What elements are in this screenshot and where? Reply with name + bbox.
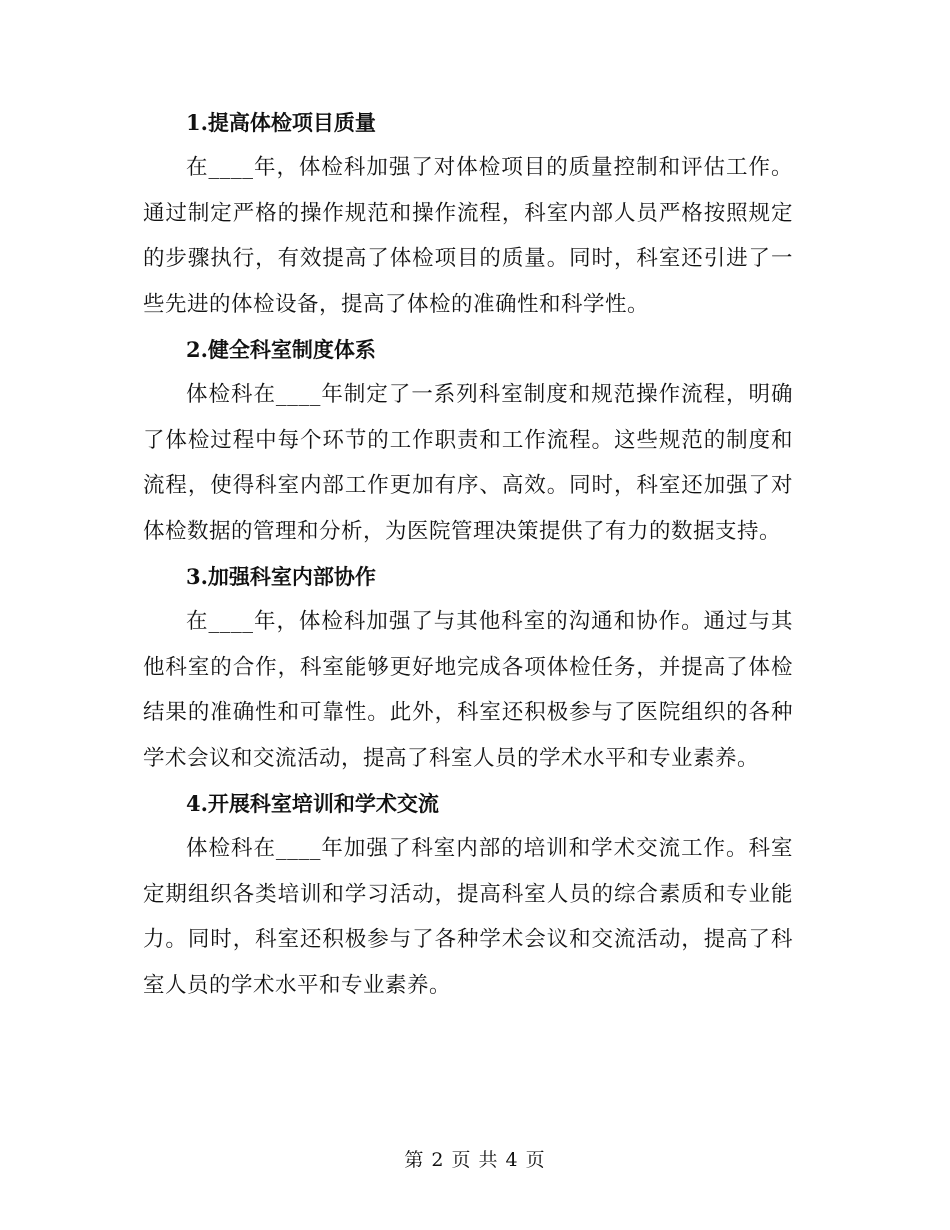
section-paragraph: 体检科在____年加强了科室内部的培训和学术交流工作。科室定期组织各类培训和学习活动，提高科室人员的综合素质和专业能力。同时，科室还积极参与了各种学术会议和交流活动，提高了科室人员的学术水平和专业素养。 <box>143 836 793 998</box>
section-heading: 4.开展科室培训和学术交流 <box>186 791 439 816</box>
section-heading: 2.健全科室制度体系 <box>186 337 376 362</box>
page-number-footer: 第 2 页 共 4 页 <box>404 1149 546 1171</box>
section-heading: 1.提高体检项目质量 <box>186 110 376 135</box>
section-paragraph: 在____年，体检科加强了与其他科室的沟通和协作。通过与其他科室的合作，科室能够更好地完成各项体检任务，并提高了体检结果的准确性和可靠性。此外，科室还积极参与了医院组织的各种学术会议和交流活动，提高了科室人员的学术水平和专业素养。 <box>143 609 793 771</box>
document-body <box>143 100 793 1008</box>
section-paragraph: 体检科在____年制定了一系列科室制度和规范操作流程，明确了体检过程中每个环节的工作职责和工作流程。这些规范的制度和流程，使得科室内部工作更加有序、高效。同时，科室还加强了对体检数据的管理和分析，为医院管理决策提供了有力的数据支持。 <box>143 382 793 544</box>
section-heading: 3.加强科室内部协作 <box>186 564 376 589</box>
section-paragraph: 在____年，体检科加强了对体检项目的质量控制和评估工作。通过制定严格的操作规范和操作流程，科室内部人员严格按照规定的步骤执行，有效提高了体检项目的质量。同时，科室还引进了一些先进的体检设备，提高了体检的准确性和科学性。 <box>143 155 793 317</box>
